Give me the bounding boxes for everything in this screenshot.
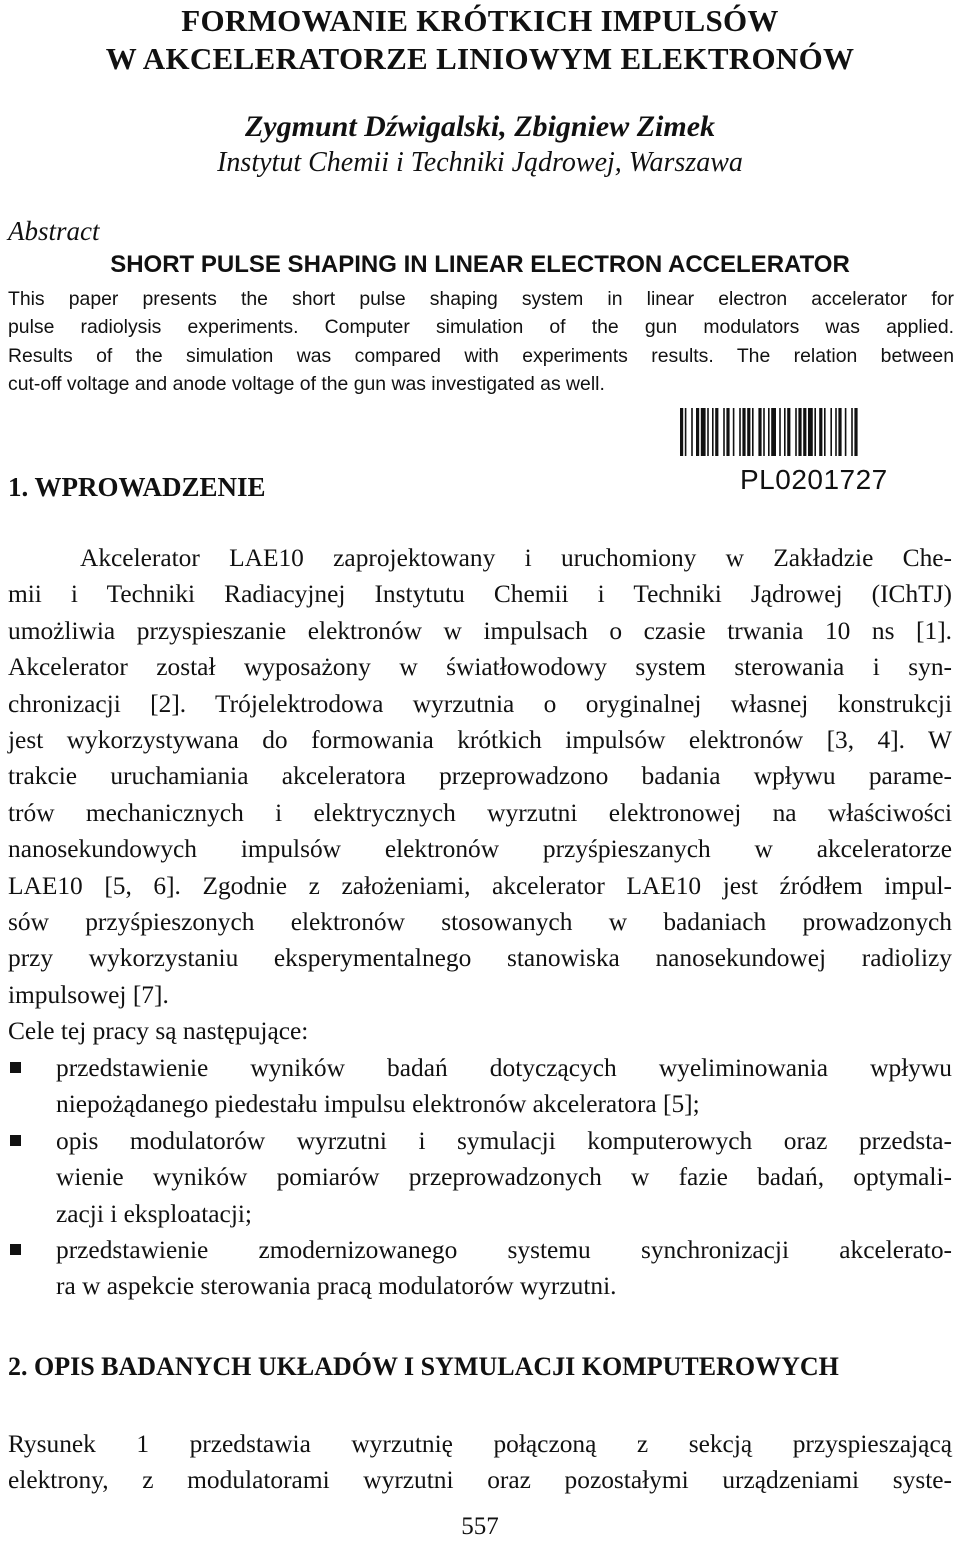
list-item-line: zacji i eksploatacji; (56, 1199, 252, 1228)
body-line: umożliwia przyspieszanie elektronów w impulsach o czasie trwania 10 ns [1]. (8, 616, 952, 645)
barcode-bar (763, 408, 765, 456)
barcode-bar (798, 408, 801, 456)
list-item (8, 1050, 952, 1123)
barcode-bar (726, 408, 729, 456)
list-item-line: wienie wyników pomiarów przeprowadzonych w fazie badań, optymali- (56, 1163, 952, 1192)
barcode-bar (696, 408, 699, 456)
abstract-label: Abstract (8, 216, 100, 246)
barcode-bar (768, 408, 770, 456)
barcode-bar (838, 408, 841, 456)
paper-title-line-2: W AKCELERATORZE LINIOWYM ELEKTRONÓW (105, 41, 855, 76)
list-item (8, 1232, 952, 1305)
section-2-heading: 2. OPIS BADANYCH UKŁADÓW I SYMULACJI KOMPUTEROWYCH (8, 1352, 839, 1381)
body-line: jest wykorzystywana do formowania krótkich impulsów elektronów [3, 4]. W (8, 726, 952, 755)
body-line: sów przyśpieszonych elektronów stosowanych w badaniach prowadzonych (8, 908, 952, 937)
barcode-image (678, 408, 956, 470)
body-line: mii i Techniki Radiacyjnej Instytutu Chemii i Techniki Jądrowej (IChTJ) (8, 580, 952, 609)
paper-title-line-1: FORMOWANIE KRÓTKICH IMPULSÓW (181, 3, 779, 38)
barcode-bar (747, 408, 750, 456)
abstract-body (8, 285, 954, 399)
bullet-marker (10, 1062, 21, 1073)
barcode-bar (819, 408, 822, 456)
barcode-bar (723, 408, 725, 456)
body-line: Rysunek 1 przedstawia wyrzutnię połączoną z sekcją przyspieszającą (8, 1430, 952, 1458)
abstract-line: pulse radiolysis experiments. Computer simulation of the gun modulators was applied. (8, 316, 954, 339)
barcode-bar (758, 408, 761, 456)
barcode-bar (851, 408, 853, 456)
barcode-bar (845, 408, 847, 456)
body-line: Akcelerator został wyposażony w światłowodowy system sterowania i syn- (8, 653, 952, 682)
list-item-line: niepożądanego piedestału impulsu elektronów akceleratora [5]; (56, 1090, 700, 1119)
body-line: trów mechanicznych i elektrycznych wyrzutni elektronowej na właściwości (8, 798, 952, 827)
barcode-bar (771, 408, 776, 456)
barcode-bar (854, 408, 857, 456)
barcode-bar (824, 408, 826, 456)
barcode-bar (742, 408, 745, 456)
abstract-title: SHORT PULSE SHAPING IN LINEAR ELECTRON ACCELERATOR (110, 251, 850, 278)
abstract-line: cut-off voltage and anode voltage of the gun was investigated as well. (8, 373, 605, 396)
body-line: impulsowej [7]. (8, 980, 169, 1009)
affiliation: Instytut Chemii i Techniki Jądrowej, Warszawa (217, 147, 743, 178)
section-1-body (8, 540, 952, 1050)
abstract-line: Results of the simulation was compared with experiments results. The relation between (8, 344, 954, 367)
list-item (8, 1123, 952, 1232)
barcode-bar (733, 408, 735, 456)
barcode-bar (835, 408, 837, 456)
barcode-bar (752, 408, 754, 456)
barcode-bar (830, 408, 832, 456)
body-line: LAE10 [5, 6]. Zgodnie z założeniami, akcelerator LAE10 jest źródłem impul- (8, 871, 952, 900)
barcode-bar (707, 408, 709, 456)
list-item-line: ra w aspekcie sterowania pracą modulatorów wyrzutni. (56, 1272, 617, 1301)
barcode-bar (691, 408, 693, 456)
barcode-bar (712, 408, 714, 456)
barcode-bar (685, 408, 687, 456)
body-line: nanosekundowych impulsów elektronów przyśpieszanych w akceleratorze (8, 835, 952, 864)
section-2-body (8, 1426, 952, 1499)
body-line: chronizacji [2]. Trójelektrodowa wyrzutnia o oryginalnej własnej konstrukcji (8, 689, 952, 718)
body-line: Cele tej pracy są następujące: (8, 1017, 309, 1046)
barcode-bar (739, 408, 741, 456)
barcode-bar (701, 408, 706, 456)
list-item-line: przedstawienie wyników badań dotyczących wyeliminowania wpływu (56, 1054, 952, 1082)
page-number: 557 (461, 1513, 499, 1540)
body-line: elektrony, z modulatorami wyrzutni oraz pozostałymi urządzeniami syste- (8, 1466, 952, 1495)
bullet-marker (10, 1244, 21, 1255)
barcode-bar (680, 408, 683, 456)
barcode-bar (803, 408, 806, 456)
bullet-marker (10, 1135, 21, 1146)
barcode-bar (779, 408, 781, 456)
barcode-number: PL0201727 (740, 464, 888, 495)
barcode-bar (787, 408, 790, 456)
authors: Zygmunt Dźwigalski, Zbigniew Zimek (244, 110, 716, 143)
barcode-bar (784, 408, 786, 456)
section-1-heading: 1. WPROWADZENIE (8, 472, 266, 502)
body-line: trakcie uruchamiania akceleratora przeprowadzono badania wpływu parame- (8, 762, 952, 791)
barcode-bar (795, 408, 797, 456)
barcode-bar (814, 408, 816, 456)
goals-list (8, 1050, 952, 1305)
list-item-line: opis modulatorów wyrzutni i symulacji komputerowych oraz przedsta- (56, 1126, 952, 1155)
list-item-line: przedstawienie zmodernizowanego systemu synchronizacji akcelerato- (56, 1236, 952, 1265)
barcode-bar (715, 408, 718, 456)
body-line: Akcelerator LAE10 zaprojektowany i uruchomiony w Zakładzie Che- (80, 544, 952, 572)
barcode-bar (808, 408, 813, 456)
body-line: przy wykorzystaniu eksperymentalnego stanowiska nanosekundowej radiolizy (8, 944, 952, 973)
abstract-line: This paper presents the short pulse shaping system in linear electron accelerator for (8, 288, 954, 310)
